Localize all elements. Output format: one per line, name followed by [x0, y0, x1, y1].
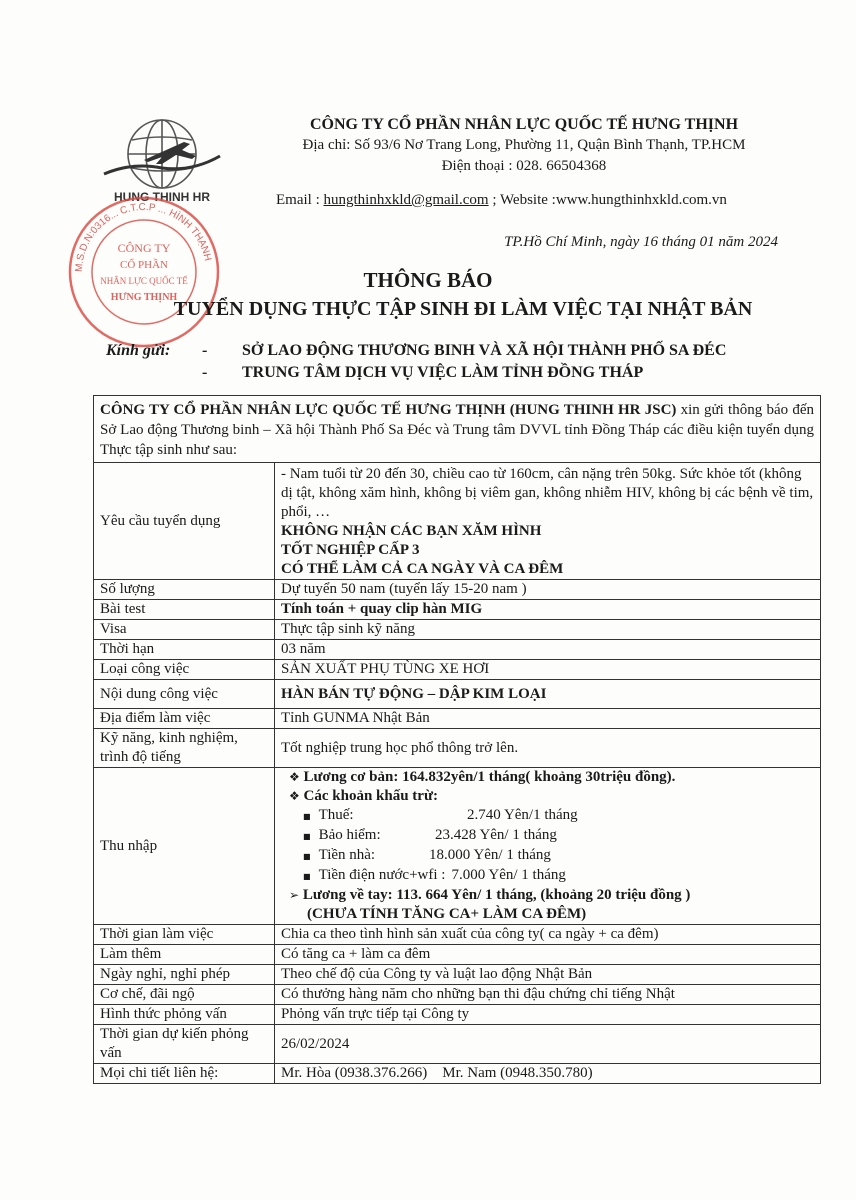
document-date: TP.Hồ Chí Minh, ngày 16 tháng 01 năm 2024 [504, 234, 778, 250]
intro-row [94, 396, 821, 463]
row-value: HÀN BÁN TỰ ĐỘNG – DẬP KIM LOẠI [275, 680, 821, 709]
income-net: Lương về tay: 113. 664 Yên/ 1 tháng, (khoảng 20 triệu đồng ) [302, 887, 691, 903]
table-row [94, 580, 821, 600]
row-label: Bài test [94, 600, 275, 620]
deduction-name: Tiền nhà: [318, 847, 376, 863]
table-row [94, 620, 821, 640]
recruitment-table [93, 395, 821, 1084]
company-header [264, 114, 784, 177]
deduction-amount: 7.000 Yên/ 1 tháng [451, 867, 566, 883]
recipients [106, 340, 726, 384]
recipient-2: TRUNG TÂM DỊCH VỤ VIỆC LÀM TỈNH ĐỒNG THÁP [242, 364, 644, 381]
row-value: Thực tập sinh kỹ năng [275, 620, 821, 640]
row-value: 03 năm [275, 640, 821, 660]
website-text: ; Website :www.hungthinhxkld.com.vn [488, 192, 727, 208]
row-label: Hình thức phỏng vấn [94, 1005, 275, 1025]
deduction-item [289, 846, 814, 866]
document-title: THÔNG BÁO [363, 268, 493, 292]
company-phone: Điện thoại : 028. 66504368 [441, 158, 607, 174]
table-row [94, 945, 821, 965]
table-row [94, 1005, 821, 1025]
table-row [94, 985, 821, 1005]
intro-cell [94, 396, 821, 463]
requirements-graduation: TỐT NGHIỆP CẤP 3 [281, 542, 420, 558]
contact-label: Mọi chi tiết liên hệ: [94, 1064, 275, 1084]
row-label: Ngày nghỉ, nghỉ phép [94, 965, 275, 985]
company-name: CÔNG TY CỔ PHẦN NHÂN LỰC QUỐC TẾ HƯNG THỊNH [309, 116, 739, 133]
stamp-line-4: HƯNG THỊNH [110, 292, 178, 303]
deductions-title: Các khoản khấu trừ: [303, 788, 438, 804]
arrow-bullet-icon: ➢ [289, 888, 300, 902]
requirements-row [94, 463, 821, 580]
diamond-bullet-icon: ❖ [289, 789, 300, 803]
stamp-line-3: NHÂN LỰC QUỐC TẾ [100, 276, 188, 286]
deduction-amount: 2.740 Yên/1 tháng [467, 807, 578, 823]
deduction-item [289, 806, 814, 826]
income-note: (CHƯA TÍNH TĂNG CA+ LÀM CA ĐÊM) [307, 906, 587, 922]
row-label: Thời gian làm việc [94, 925, 275, 945]
income-row [94, 768, 821, 925]
table-row [94, 965, 821, 985]
table-row [94, 600, 821, 620]
interview-date-value: 26/02/2024 [275, 1025, 821, 1064]
deduction-item [289, 866, 814, 886]
intro-text: xin gửi thông báo đến Sở Lao động Thương binh – Xã hội Thành Phố Sa Đéc và Trung tâm DVVL tỉnh Đồng Tháp các điều kiện tuyển dụng Thực tập sinh như sau: [100, 402, 814, 458]
deduction-amount: 18.000 Yên/ 1 tháng [429, 847, 551, 863]
row-label: Làm thêm [94, 945, 275, 965]
requirements-no-tattoo: KHÔNG NHẬN CÁC BẠN XĂM HÌNH [281, 523, 542, 539]
income-basic: Lương cơ bản: 164.832yên/1 tháng( khoảng 30triệu đồng). [303, 769, 676, 785]
row-value: Có thưởng hàng năm cho những bạn thi đậu chứng chỉ tiếng Nhật [275, 985, 821, 1005]
interview-date-label: Thời gian dự kiến phỏng vấn [94, 1025, 275, 1064]
logo-text: HUNG THINH HR [114, 190, 210, 204]
deduction-name: Bảo hiểm: [318, 827, 381, 843]
table-row [94, 660, 821, 680]
income-label: Thu nhập [94, 768, 275, 925]
recipient-dash-2: - [202, 364, 208, 381]
skills-value: Tốt nghiệp trung học phổ thông trở lên. [275, 729, 821, 768]
requirements-cell [275, 463, 821, 580]
diamond-bullet-icon: ❖ [289, 770, 300, 784]
table-row [94, 640, 821, 660]
recipient-1: SỞ LAO ĐỘNG THƯƠNG BINH VÀ XÃ HỘI THÀNH PHỐ SA ĐÉC [242, 342, 727, 359]
row-value: Tỉnh GUNMA Nhật Bản [275, 709, 821, 729]
row-label: Số lượng [94, 580, 275, 600]
row-value: Tính toán + quay clip hàn MIG [275, 600, 821, 620]
skills-row [94, 729, 821, 768]
document-subtitle: TUYỂN DỤNG THỰC TẬP SINH ĐI LÀM VIỆC TẠI NHẬT BẢN [173, 298, 753, 320]
income-cell [275, 768, 821, 925]
deduction-name: Tiền điện nước+wfi : [318, 867, 446, 883]
recipients-label: Kính gửi: [106, 342, 171, 359]
row-label: Thời hạn [94, 640, 275, 660]
square-bullet-icon: ■ [303, 812, 311, 821]
requirements-label: Yêu cầu tuyển dụng [94, 463, 275, 580]
deduction-name: Thuế: [318, 807, 354, 823]
row-label: Visa [94, 620, 275, 640]
requirements-text: - Nam tuổi từ 20 đến 30, chiều cao từ 160cm, cân nặng trên 50kg. Sức khỏe tốt (không dị tật, không xăm hình, không bị viêm gan, không nhiễm HIV, không bị các bệnh về tim, phổi, … [281, 466, 814, 520]
row-value: Chia ca theo tình hình sản xuất của công ty( ca ngày + ca đêm) [275, 925, 821, 945]
stamp-line-1: CÔNG TY [117, 241, 171, 255]
stamp-line-2: CỔ PHẦN [120, 259, 168, 271]
stamp-ring-text: M.S.D.N:0316... C.T.C.P ... HÌNH THẠNH [73, 201, 213, 273]
row-label: Nội dung công việc [94, 680, 275, 709]
recipient-dash-1: - [202, 342, 208, 359]
skills-label: Kỹ năng, kinh nghiệm, trình độ tiếng [94, 729, 275, 768]
row-value: SẢN XUẤT PHỤ TÙNG XE HƠI [275, 660, 821, 680]
table-row [94, 680, 821, 709]
row-label: Địa điểm làm việc [94, 709, 275, 729]
requirements-shifts: CÓ THỂ LÀM CẢ CA NGÀY VÀ CA ĐÊM [281, 561, 564, 577]
deduction-item [289, 826, 814, 846]
row-value: Có tăng ca + làm ca đêm [275, 945, 821, 965]
table-row [94, 709, 821, 729]
email-label: Email : [276, 192, 324, 208]
row-value: Phỏng vấn trực tiếp tại Công ty [275, 1005, 821, 1025]
intro-company: CÔNG TY CỔ PHẦN NHÂN LỰC QUỐC TẾ HƯNG THỊNH (HUNG THINH HR JSC) [100, 402, 677, 418]
square-bullet-icon: ■ [303, 872, 311, 881]
interview-date-row [94, 1025, 821, 1064]
row-label: Loại công việc [94, 660, 275, 680]
email-link[interactable]: hungthinhxkld@gmail.com [323, 192, 489, 208]
table-row [94, 925, 821, 945]
contact-row [94, 1064, 821, 1084]
square-bullet-icon: ■ [303, 832, 311, 841]
square-bullet-icon: ■ [303, 852, 311, 861]
contact-line [276, 192, 727, 209]
deduction-amount: 23.428 Yên/ 1 tháng [435, 827, 557, 843]
contact-value: Mr. Hòa (0938.376.266) Mr. Nam (0948.350.780) [275, 1064, 821, 1084]
company-address: Địa chỉ: Số 93/6 Nơ Trang Long, Phường 11, Quận Bình Thạnh, TP.HCM [302, 137, 746, 153]
row-value: Theo chế độ của Công ty và luật lao động Nhật Bản [275, 965, 821, 985]
row-value: Dự tuyển 50 nam (tuyển lấy 15-20 nam ) [275, 580, 821, 600]
row-label: Cơ chế, đãi ngộ [94, 985, 275, 1005]
